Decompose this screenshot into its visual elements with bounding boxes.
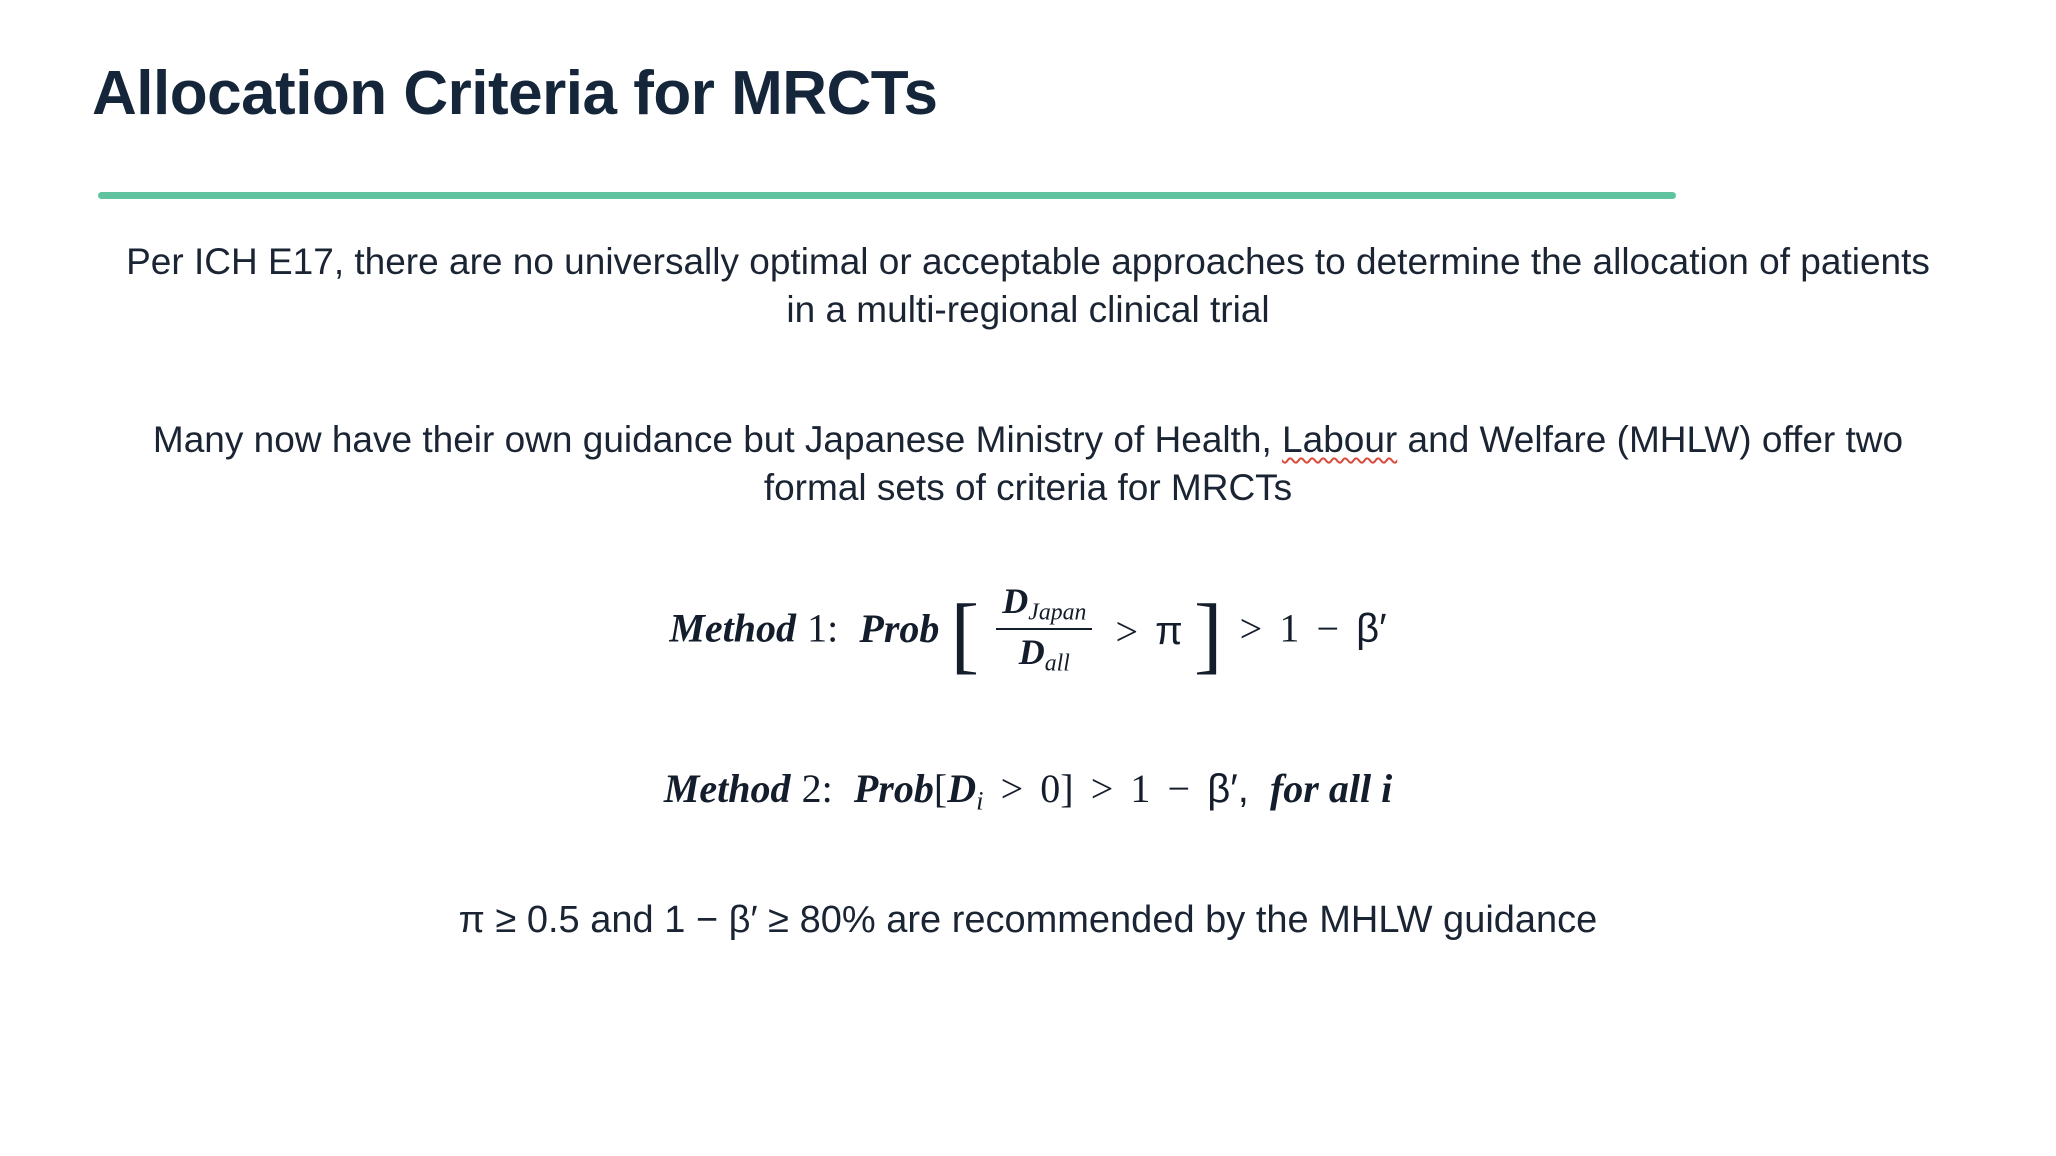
slide-body: [0, 220, 2056, 945]
method1-bracket-open: [: [950, 585, 980, 682]
method2-d: D: [947, 765, 977, 811]
misspelled-word-labour: Labour: [1282, 419, 1398, 461]
method1-gt-2: >: [1239, 606, 1263, 652]
method2-bracket-close: ]: [1060, 765, 1074, 811]
method2-minus: −: [1167, 765, 1191, 811]
method1-beta: β′: [1356, 607, 1387, 652]
page-title: Allocation Criteria for MRCTs: [92, 59, 938, 128]
method1-minus: −: [1316, 606, 1340, 652]
method2-gt-2: >: [1090, 765, 1114, 811]
method1-prob: Prob: [859, 606, 940, 652]
method2-number: 2:: [801, 765, 833, 811]
method1-label: Method: [669, 606, 797, 652]
method1-denominator-var: D: [1018, 631, 1045, 672]
method2-prob: Prob: [853, 765, 934, 811]
title-underline-rule: [98, 192, 1676, 199]
paragraph-recommended-values: π ≥ 0.5 and 1 − β′ ≥ 80% are recommended by the MHLW guidance: [458, 898, 1598, 941]
method1-numerator: [996, 582, 1092, 630]
paragraph-mhlw-guidance: [113, 416, 1943, 512]
paragraph-ich-e17: Per ICH E17, there are no universally optimal or acceptable approaches to determine the allocation of patients in a multi-regional clinical trial: [126, 241, 1930, 331]
method1-denominator: [996, 630, 1092, 677]
paragraph-mhlw-part1: Many now have their own guidance but Japanese Ministry of Health,: [152, 419, 1283, 461]
method1-numerator-subscript: Japan: [1028, 600, 1087, 627]
method1-numerator-var: D: [1002, 581, 1029, 622]
method2-forall: for all i: [1269, 765, 1393, 811]
paragraph-mhlw-part2: and Welfare (MHLW) offer two formal sets of criteria for MRCTs: [763, 419, 1904, 509]
method2-bracket-open: [: [933, 765, 948, 811]
formula-method-2: [0, 765, 2056, 816]
method2-beta: β′,: [1207, 766, 1249, 811]
formula-method-1: [0, 581, 2056, 682]
method2-zero: 0: [1040, 765, 1061, 811]
method1-number: 1:: [807, 606, 839, 652]
method2-one: 1: [1130, 765, 1151, 811]
method1-one: 1: [1279, 606, 1300, 652]
method2-label: Method: [663, 765, 791, 811]
method1-fraction: [996, 582, 1092, 676]
method2-gt-1: >: [1000, 765, 1024, 811]
method1-pi: π: [1155, 608, 1183, 653]
method2-d-subscript: i: [976, 784, 984, 815]
method1-gt-1: >: [1115, 608, 1139, 654]
method1-bracket-close: ]: [1193, 585, 1223, 682]
method1-denominator-subscript: all: [1044, 650, 1070, 677]
